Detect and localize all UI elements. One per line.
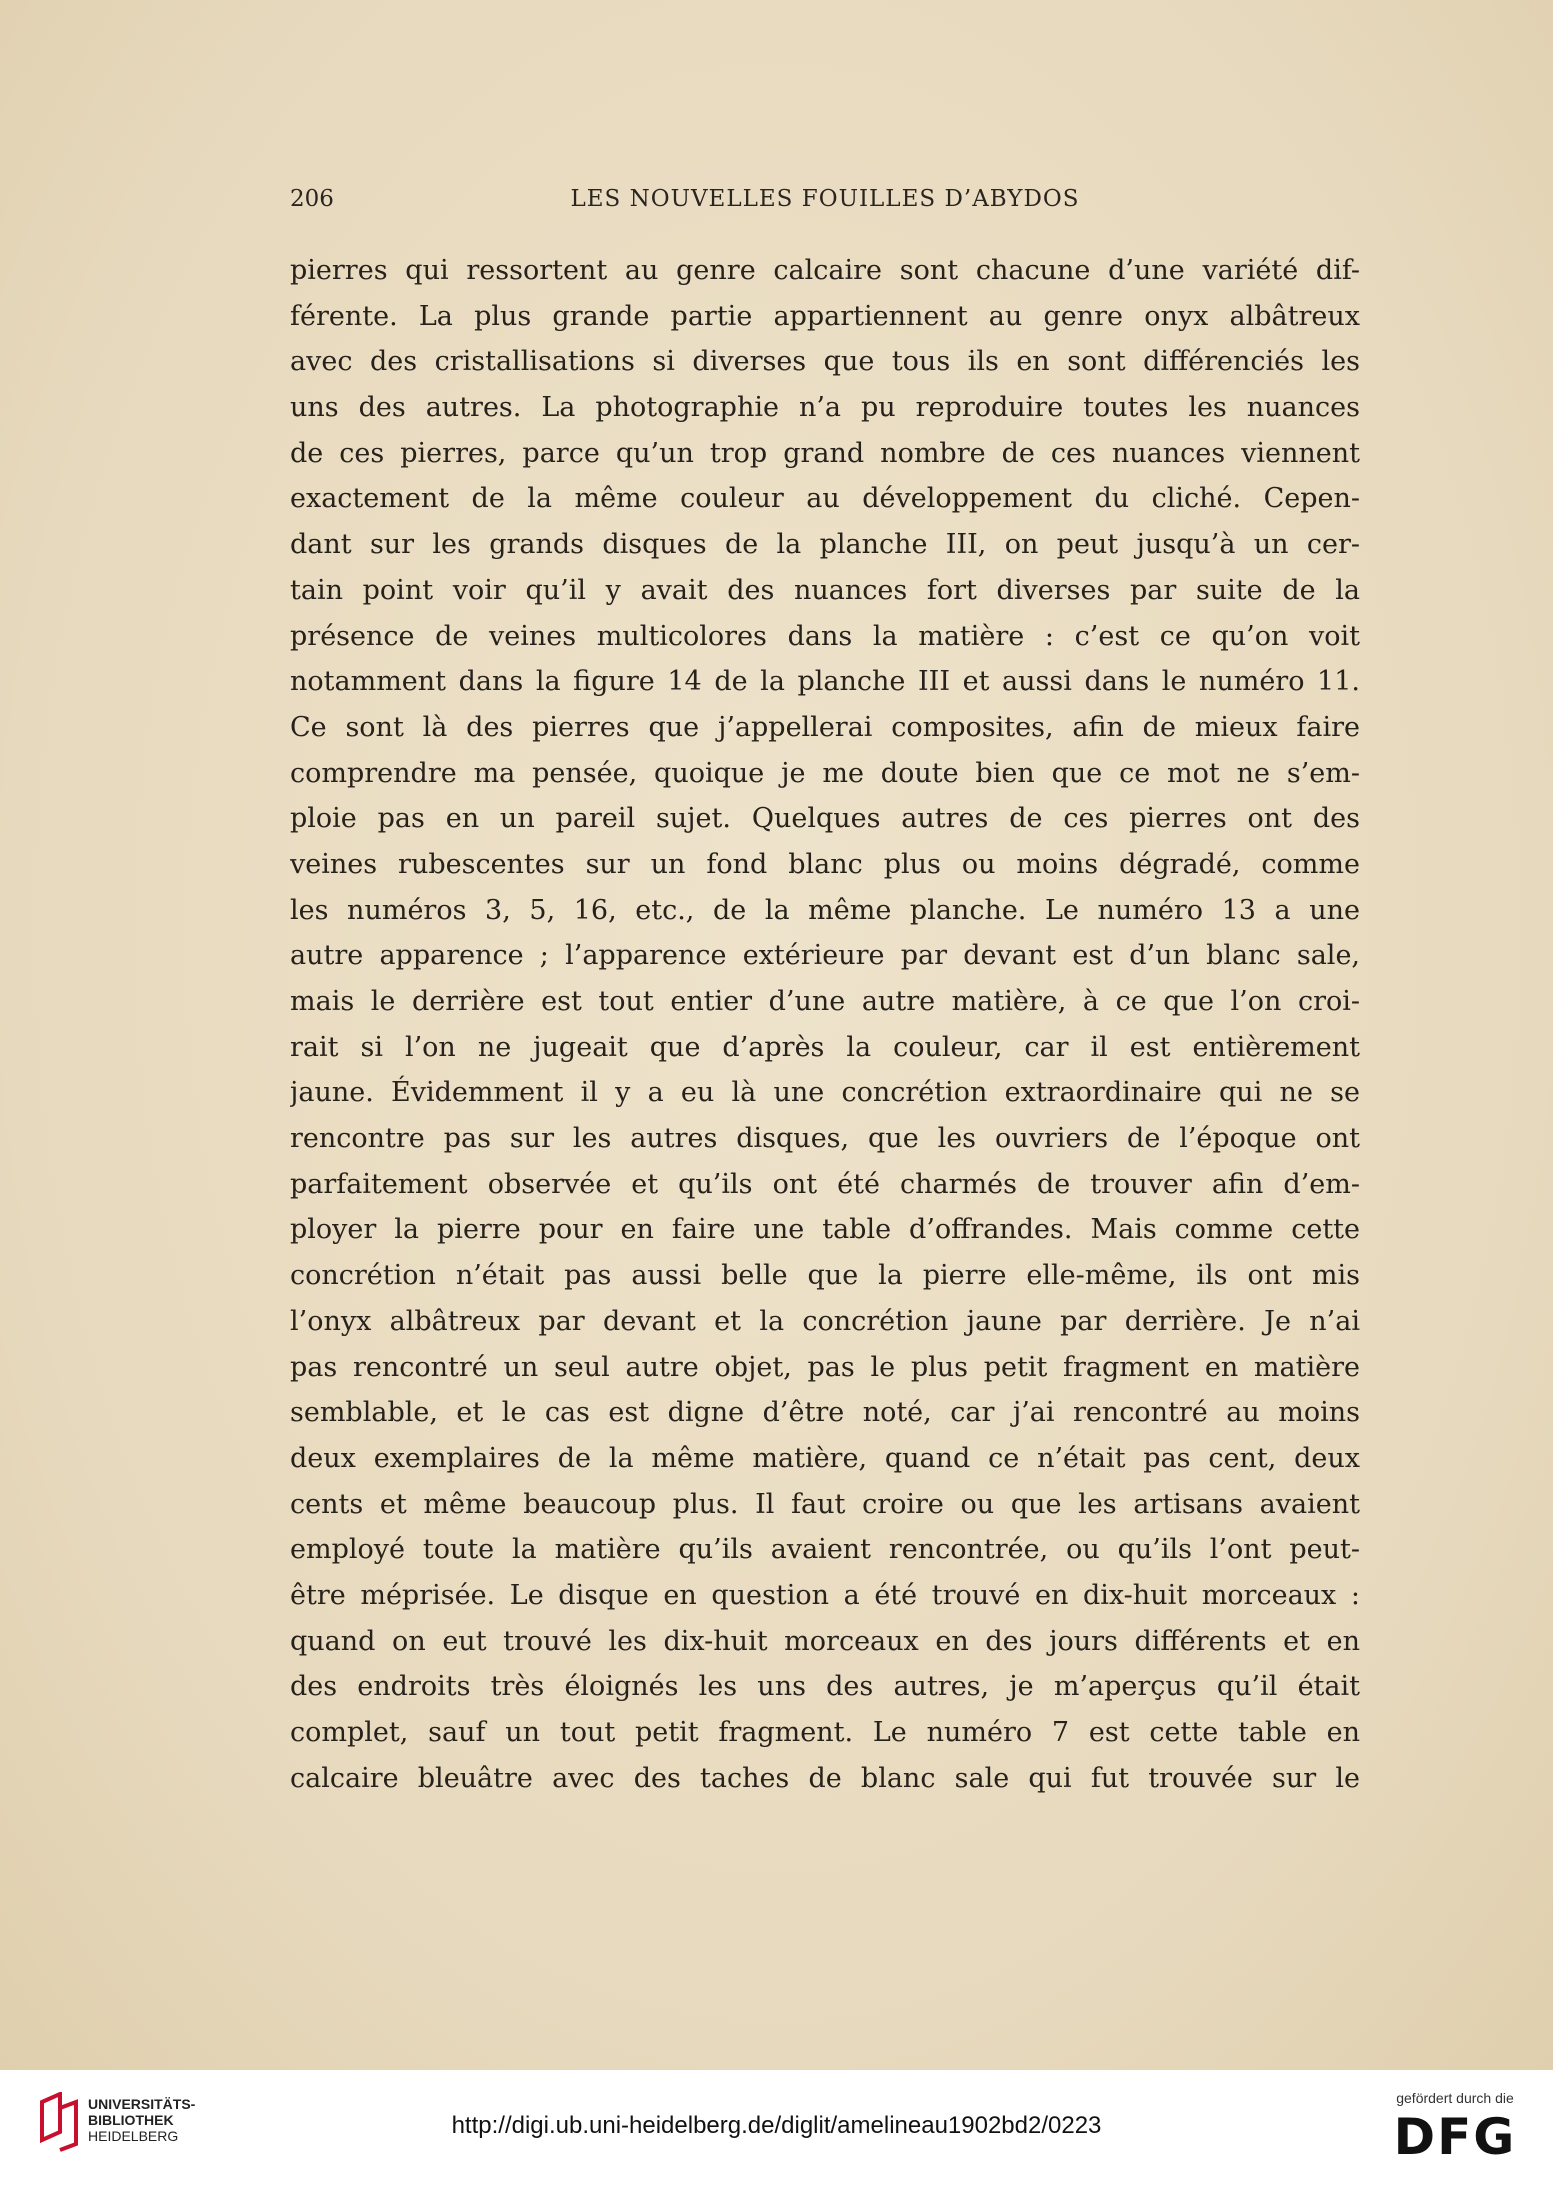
funding-credit [1375,2090,1535,2164]
text-line: jaune. Évidemment il y a eu là une concrétion extraordinaire qui ne se [290,1077,1360,1109]
text-line: mais le derrière est tout entier d’une autre matière, à ce que l’on croi- [290,986,1360,1017]
text-line: parfaitement observée et qu’ils ont été charmés de trouver afin d’em- [290,1168,1360,1200]
text-line: ployer la pierre pour en faire une table d’offrandes. Mais comme cette [290,1214,1360,1246]
text-line: pas rencontré un seul autre objet, pas le plus petit fragment en matière [290,1351,1360,1383]
text-line: exactement de la même couleur au développement du cliché. Cepen- [290,483,1360,515]
text-line: uns des autres. La photographie n’a pu reproduire toutes les nuances [290,392,1360,424]
source-url-link[interactable]: http://digi.ub.uni-heidelberg.de/diglit/amelineau1902bd2/0223 [451,2112,1102,2139]
text-line: semblable, et le cas est digne d’être noté, car j’ai rencontré au moins [290,1397,1360,1429]
text-line: autre apparence ; l’apparence extérieure par devant est d’un blanc sale, [290,940,1360,972]
text-line: ploie pas en un pareil sujet. Quelques autres de ces pierres ont des [290,803,1360,835]
text-line: l’onyx albâtreux par devant et la concrétion jaune par derrière. Je n’ai [290,1305,1360,1337]
text-line: pierres qui ressortent au genre calcaire sont chacune d’une variété dif- [290,255,1360,286]
text-line: les numéros 3, 5, 16, etc., de la même planche. Le numéro 13 a une [290,894,1360,926]
footer-bar [0,2070,1553,2186]
text-line: être méprisée. Le disque en question a été trouvé en dix-huit morceaux : [290,1579,1360,1611]
dfg-logo: DFG [1393,2108,1517,2166]
text-line: avec des cristallisations si diverses que tous ils en sont différenciés les [290,346,1360,378]
text-line: cents et même beaucoup plus. Il faut croire ou que les artisans avaient [290,1488,1360,1520]
text-line: calcaire bleuâtre avec des taches de blanc sale qui fut trouvée sur le [290,1762,1360,1794]
text-line: quand on eut trouvé les dix-huit morceaux en des jours différents et en [290,1625,1360,1657]
running-title: LES NOUVELLES FOUILLES D’ABYDOS [570,186,1080,212]
text-line: concrétion n’était pas aussi belle que la pierre elle-même, ils ont mis [290,1260,1360,1292]
funding-label: gefördert durch die [1396,2090,1514,2106]
page-number: 206 [290,186,334,212]
text-line: notamment dans la figure 14 de la planche III et aussi dans le numéro 11. [290,666,1360,698]
library-name-line2: BIBLIOTHEK [88,2112,174,2128]
text-line: deux exemplaires de la même matière, quand ce n’était pas cent, deux [290,1442,1360,1474]
library-name-line3: HEIDELBERG [88,2128,179,2144]
text-line: des endroits très éloignés les uns des autres, je m’aperçus qu’il était [290,1671,1360,1703]
text-line: rait si l’on ne jugeait que d’après la couleur, car il est entièrement [290,1031,1360,1063]
page-header [290,186,1360,222]
text-line: rencontre pas sur les autres disques, que les ouvriers de l’époque ont [290,1123,1360,1155]
text-line: veines rubescentes sur un fond blanc plus ou moins dégradé, comme [290,848,1360,880]
library-name-line1: UNIVERSITÄTS- [88,2096,196,2112]
text-line: comprendre ma pensée, quoique je me doute bien que ce mot ne s’em- [290,757,1360,789]
text-line: de ces pierres, parce qu’un trop grand nombre de ces nuances viennent [290,437,1360,469]
text-line: employé toute la matière qu’ils avaient rencontrée, ou qu’ils l’ont peut- [290,1534,1360,1566]
text-line: tain point voir qu’il y avait des nuances fort diverses par suite de la [290,574,1360,606]
body-text [290,248,1360,1801]
text-line: complet, sauf un tout petit fragment. Le numéro 7 est cette table en [290,1717,1360,1748]
text-line: dant sur les grands disques de la planche III, on peut jusqu’à un cer- [290,529,1360,561]
text-line: Ce sont là des pierres que j’appellerai composites, afin de mieux faire [290,711,1360,743]
text-line: férente. La plus grande partie appartiennent au genre onyx albâtreux [290,300,1360,332]
text-line: présence de veines multicolores dans la matière : c’est ce qu’on voit [290,620,1360,652]
